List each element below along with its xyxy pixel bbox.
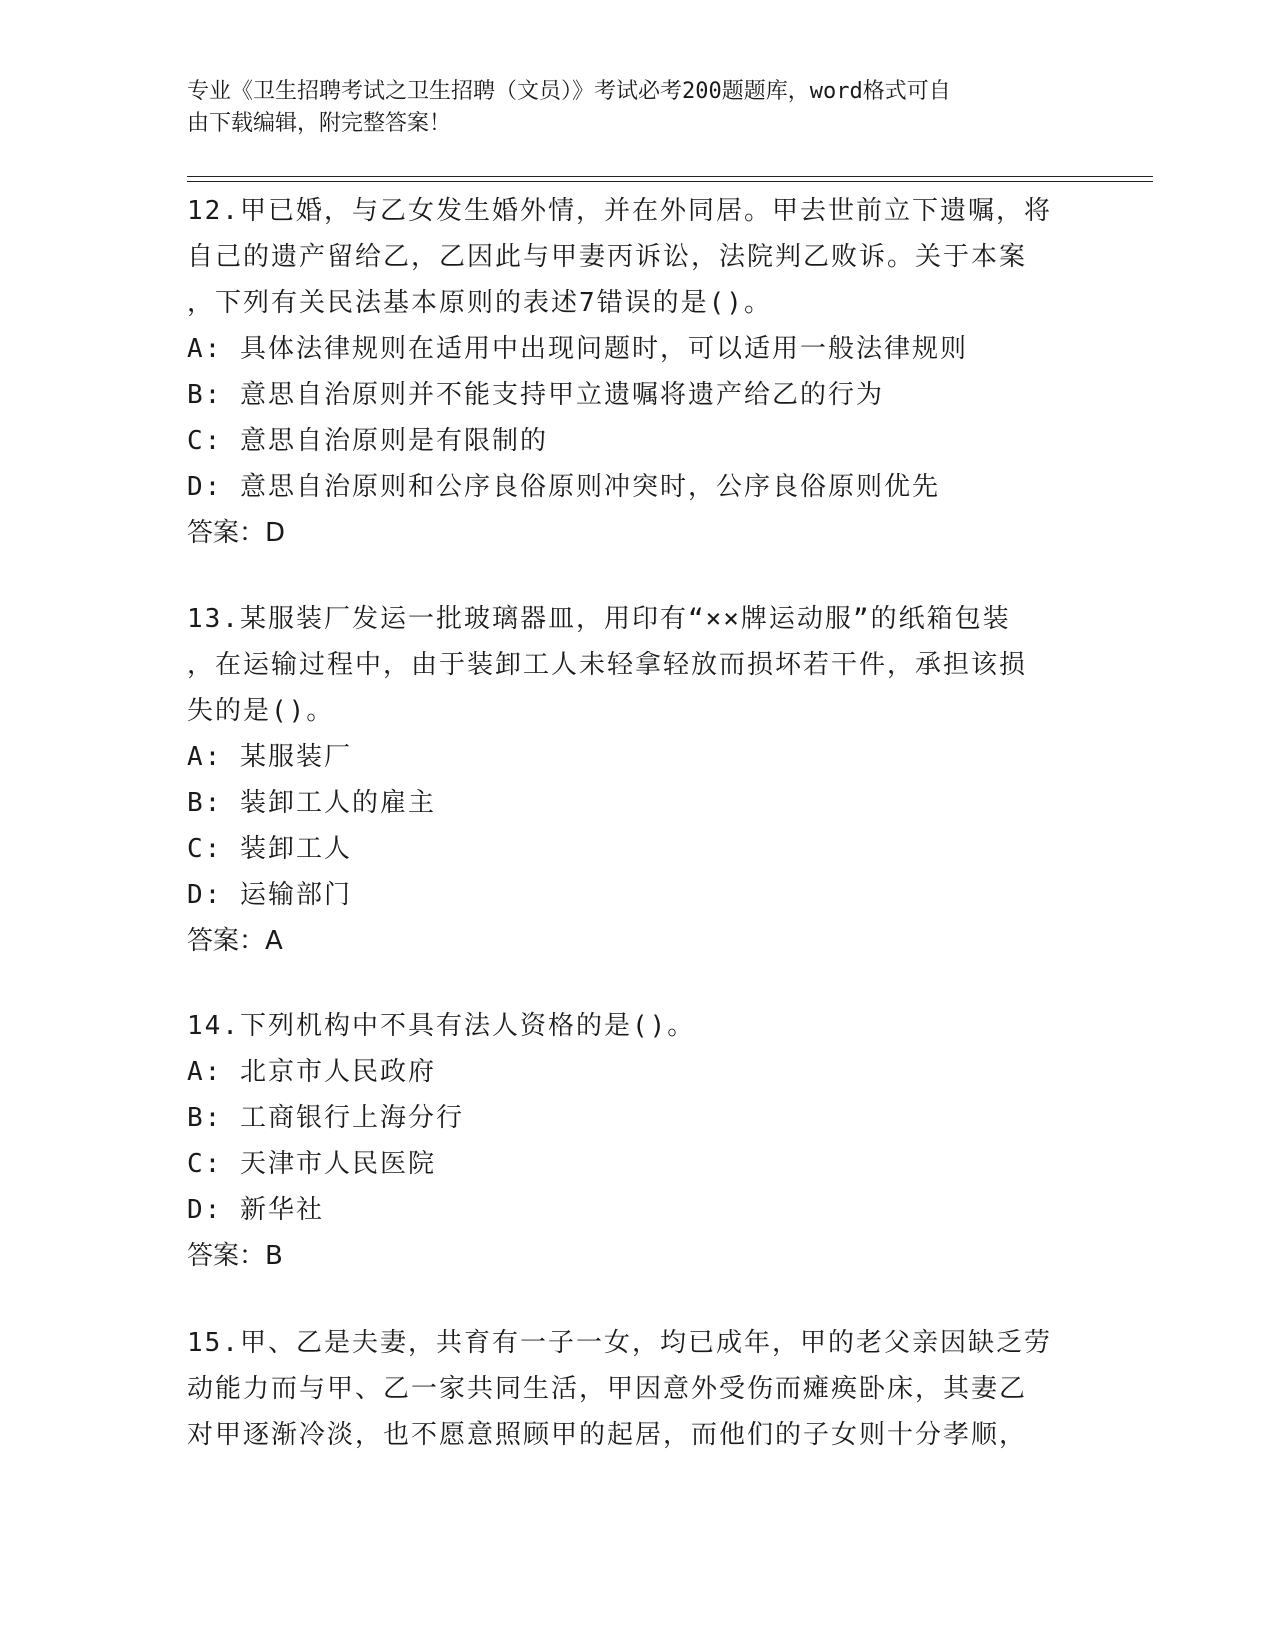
stem-line: 动能力而与甲、乙一家共同生活，甲因意外受伤而瘫痪卧床，其妻乙 xyxy=(187,1374,1028,1404)
stem-line: ，下列有关民法基本原则的表述7错误的是()。 xyxy=(187,288,772,318)
question-12 xyxy=(187,188,1067,556)
question-13 xyxy=(187,596,1067,964)
header-line-2: 由下载编辑，附完整答案！ xyxy=(187,111,452,136)
question-15 xyxy=(187,1320,1067,1458)
document-header xyxy=(187,76,1067,140)
option-b: B: 装卸工人的雇主 xyxy=(187,788,436,818)
question-14 xyxy=(187,1003,1067,1279)
header-line-1: 专业《卫生招聘考试之卫生招聘（文员）》考试必考200题题库，word格式可自 xyxy=(187,79,951,104)
answer: 答案：B xyxy=(187,1241,283,1271)
question-stem xyxy=(187,1003,1067,1049)
header-rule-bottom xyxy=(187,181,1153,182)
option-c: C: 意思自治原则是有限制的 xyxy=(187,426,548,456)
stem-line: 失的是()。 xyxy=(187,696,335,726)
stem-line: ，在运输过程中，由于装卸工人未轻拿轻放而损坏若干件，承担该损 xyxy=(187,650,1028,680)
question-stem xyxy=(187,188,1067,326)
stem-line: 12.甲已婚，与乙女发生婚外情，并在外同居。甲去世前立下遗嘱，将 xyxy=(187,196,1052,226)
answer: 答案：D xyxy=(187,518,286,548)
option-d: D: 意思自治原则和公序良俗原则冲突时，公序良俗原则优先 xyxy=(187,472,940,502)
header-rule-top xyxy=(187,176,1153,177)
option-d: D: 运输部门 xyxy=(187,880,352,910)
question-stem xyxy=(187,1320,1067,1458)
option-a: A: 具体法律规则在适用中出现问题时，可以适用一般法律规则 xyxy=(187,334,968,364)
stem-line: 自己的遗产留给乙，乙因此与甲妻丙诉讼，法院判乙败诉。关于本案 xyxy=(187,242,1028,272)
option-a: A: 某服装厂 xyxy=(187,742,352,772)
stem-line: 13.某服装厂发运一批玻璃器皿，用印有“××牌运动服”的纸箱包装 xyxy=(187,604,1011,634)
question-stem xyxy=(187,596,1067,734)
stem-line: 对甲逐渐冷淡，也不愿意照顾甲的起居，而他们的子女则十分孝顺， xyxy=(187,1420,1028,1450)
option-c: C: 天津市人民医院 xyxy=(187,1149,436,1179)
stem-line: 15.甲、乙是夫妻，共育有一子一女，均已成年，甲的老父亲因缺乏劳 xyxy=(187,1328,1052,1358)
option-b: B: 意思自治原则并不能支持甲立遗嘱将遗产给乙的行为 xyxy=(187,380,884,410)
stem-line: 14.下列机构中不具有法人资格的是()。 xyxy=(187,1011,696,1041)
answer: 答案：A xyxy=(187,926,283,956)
option-a: A: 北京市人民政府 xyxy=(187,1057,436,1087)
option-c: C: 装卸工人 xyxy=(187,834,352,864)
option-b: B: 工商银行上海分行 xyxy=(187,1103,464,1133)
option-d: D: 新华社 xyxy=(187,1195,324,1225)
